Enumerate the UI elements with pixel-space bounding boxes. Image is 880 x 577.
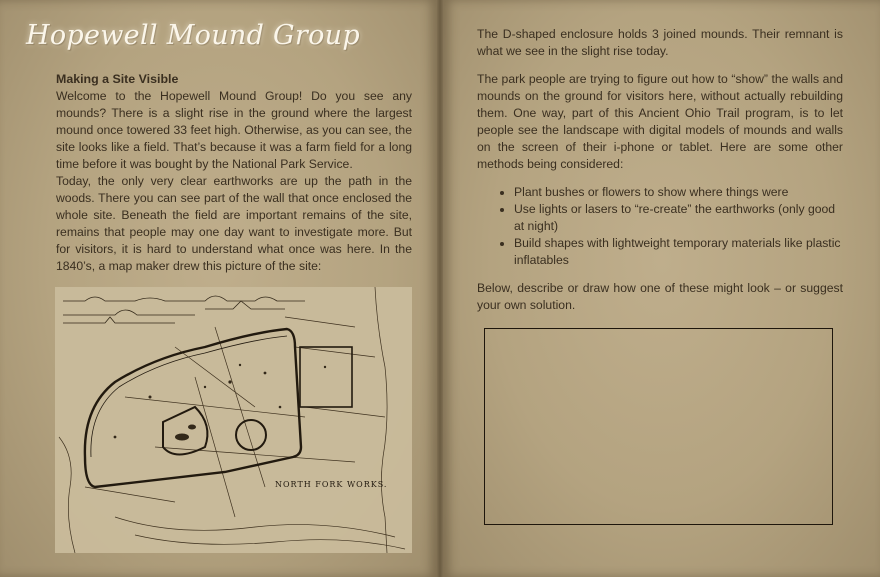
historic-site-map bbox=[55, 287, 412, 553]
circle-enclosure bbox=[236, 420, 266, 450]
right-text-block bbox=[477, 26, 843, 325]
method-item: • Build shapes with lightweight temporary materials like plastic inflatables bbox=[514, 235, 843, 269]
profile-sketches bbox=[63, 296, 305, 323]
drawing-answer-box[interactable] bbox=[484, 328, 833, 525]
page-title: Hopewell Mound Group bbox=[26, 20, 360, 51]
instruction-paragraph: Below, describe or draw how one of these might look – or suggest your own solution. bbox=[477, 281, 843, 312]
park-paragraph: The park people are trying to figure out how to “show” the walls and mounds on the ground for visitors here, without actually rebuilding them. One way, part of this Ancient Ohio Trail program, is to let people see the landscape with digital models of mounds and walls on the screen of their i-phone or tablet. Here are some other methods being considered: bbox=[477, 72, 843, 171]
today-paragraph: Today, the only very clear earthworks are up the path in the woods. There you can see part of the wall that once enclosed the whole site. Beneath the field are important remains of the site, remains that people may one day want to investigate more. But for visitors, it is hard to understand what once was here. In the 1840’s, a map maker drew this picture of the site: bbox=[56, 174, 412, 273]
methods-list bbox=[477, 184, 843, 269]
section-heading: Making a Site Visible bbox=[56, 72, 179, 86]
intro-paragraph: Welcome to the Hopewell Mound Group! Do you see any mounds? There is a slight rise in the ground where the largest mound once towered 33 feet high. Otherwise, as you can see, the site looks like a field. That’s because it was a farm field for a long time before it was bought by the National Park Service. bbox=[56, 89, 412, 171]
method-item: • Use lights or lasers to “re-create” the earthworks (only good at night) bbox=[514, 201, 843, 235]
d-shaped-paragraph: The D-shaped enclosure holds 3 joined mounds. Their remnant is what we see in the slight rise today. bbox=[477, 27, 843, 58]
square-enclosure bbox=[300, 347, 352, 407]
map-caption: NORTH FORK WORKS. bbox=[275, 480, 388, 489]
d-shaped-enclosure bbox=[163, 407, 207, 455]
terrain-lines bbox=[59, 287, 405, 553]
right-page bbox=[443, 0, 880, 577]
site-map-drawing bbox=[55, 287, 412, 553]
mound-dots bbox=[114, 364, 327, 439]
left-text-block bbox=[56, 71, 412, 275]
method-item: • Plant bushes or flowers to show where things were bbox=[514, 184, 843, 201]
left-page bbox=[0, 0, 437, 577]
